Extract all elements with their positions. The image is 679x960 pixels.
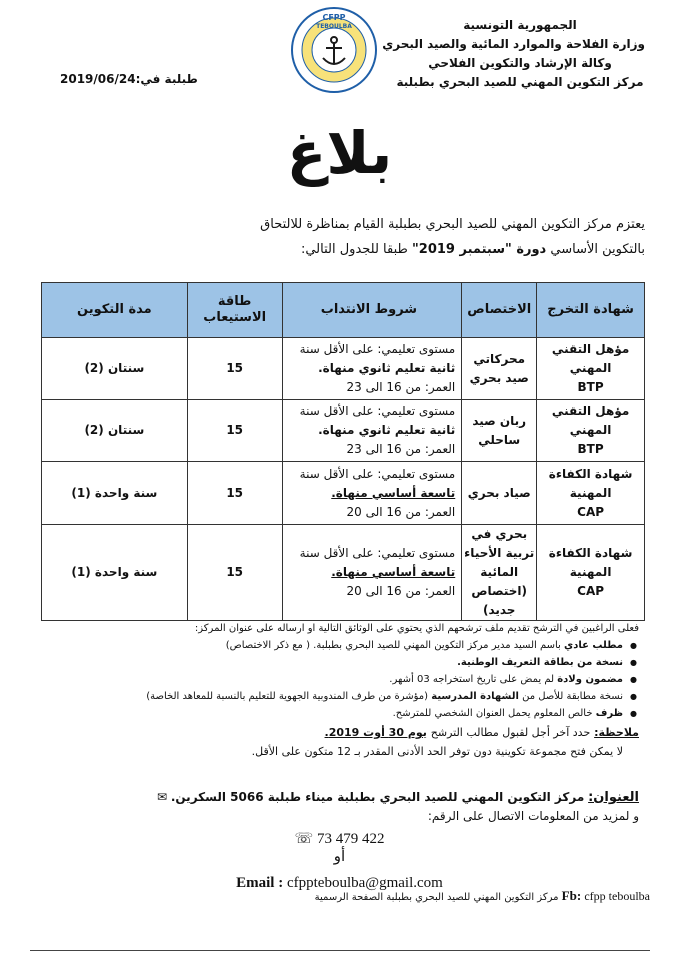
cell-duration: سنة واحدة (1) (42, 525, 188, 621)
facebook-description: مركز التكوين المهني للصيد البحري بطبلبة الصفحة الرسمية (314, 892, 559, 903)
cell-specialty: صياد بحري (462, 462, 537, 525)
footer-divider (30, 950, 650, 951)
col-header-specialty: الاختصاص (462, 283, 537, 338)
institution-header (382, 16, 645, 92)
cell-specialty: محركاتي صيد بحري (462, 338, 537, 400)
cell-capacity: 15 (187, 525, 282, 621)
cell-conditions: مستوى تعليمي: على الأقل سنة تاسعة أساسي منهاة. العمر: من 16 الى 20 (282, 525, 462, 621)
table-row (42, 338, 645, 400)
cell-capacity: 15 (187, 400, 282, 462)
header-line: الجمهورية التونسية (463, 18, 577, 32)
table-row (42, 462, 645, 525)
note-label: ملاحظة: (594, 726, 639, 739)
address-text: مركز التكوين المهني للصيد البحري بطبلبة ميناء طبلبة 5066 السكرين. (170, 790, 585, 804)
table-row (42, 400, 645, 462)
email-line: Email : cfppteboulba@gmail.com (236, 875, 443, 891)
document-item: ● ظرف خالص المعلوم يحمل العنوان الشخصي للمترشح. (59, 705, 639, 722)
col-header-duration: مدة التكوين (42, 283, 188, 338)
document-item: ● مطلب عادي باسم السيد مدير مركز التكوين المهني للصيد البحري بطبلبة. ( مع ذكر الاختصاص) (59, 637, 639, 654)
deadline-date: يوم 30 أوت 2019. (324, 726, 427, 739)
cell-duration: سنتان (2) (42, 338, 188, 400)
more-info-text: و لمزيد من المعلومات الاتصال على الرقم: (427, 809, 639, 823)
header-line: وكالة الإرشاد والتكوين الفلاحي (428, 56, 612, 70)
cfpp-logo (290, 6, 378, 94)
cell-specialty: ربان صيد ساحلي (462, 400, 537, 462)
header-line: مركز التكوين المهني للصيد البحري بطبلبة (396, 75, 644, 89)
cell-certificate: مؤهل التقني المهني BTP (537, 400, 645, 462)
notice-title: بلاغ (286, 119, 393, 187)
minimum-note: لا يمكن فتح مجموعة تكوينية دون توفر الحد الأدنى المقدر بـ 12 متكون على الأقل. (251, 745, 623, 758)
intro-line-1: يعتزم مركز التكوين المهني للصيد البحري بطبلبة القيام بمناظرة للالتحاق (260, 217, 645, 232)
contact-block (0, 830, 679, 892)
document-item: ● نسخة من بطاقة التعريف الوطنية. (59, 654, 639, 671)
email-link[interactable]: cfppteboulba@gmail.com (286, 875, 443, 891)
cell-conditions: مستوى تعليمي: على الأقل سنة ثانية تعليم ثانوي منهاة. العمر: من 16 الى 23 (282, 400, 462, 462)
envelope-icon: ✉ (156, 790, 167, 804)
col-header-certificate: شهادة التخرج (537, 283, 645, 338)
svg-text:TEBOULBA: TEBOULBA (316, 23, 352, 30)
address-block (39, 788, 639, 825)
document-date: طبلبة في:2019/06/24 (60, 72, 198, 86)
required-documents (59, 620, 639, 760)
address-label: العنوان: (588, 790, 639, 805)
header-line: وزارة الفلاحة والموارد المائية والصيد البحري (382, 37, 645, 51)
cell-capacity: 15 (187, 462, 282, 525)
col-header-conditions: شروط الانتداب (282, 283, 462, 338)
facebook-line: Fb: cfpp teboulba مركز التكوين المهني للصيد البحري بطبلبة الصفحة الرسمية (314, 888, 650, 903)
cell-duration: سنتان (2) (42, 400, 188, 462)
session-name: دورة "سبتمبر 2019" (412, 242, 547, 257)
facebook-handle[interactable]: cfpp teboulba (584, 889, 650, 903)
cell-certificate: مؤهل التقني المهني BTP (537, 338, 645, 400)
phone-number: 73 479 422 (317, 831, 385, 847)
col-header-capacity: طاقة الاستيعاب (187, 283, 282, 338)
phone-line (0, 830, 679, 848)
table-header-row (42, 283, 645, 338)
cell-conditions: مستوى تعليمي: على الأقل سنة ثانية تعليم ثانوي منهاة. العمر: من 16 الى 23 (282, 338, 462, 400)
cell-conditions: مستوى تعليمي: على الأقل سنة تاسعة أساسي منهاة. العمر: من 16 الى 20 (282, 462, 462, 525)
cell-duration: سنة واحدة (1) (42, 462, 188, 525)
documents-intro: فعلى الراغبين في الترشح تقديم ملف ترشحهم الذي يحتوي على الوثائق التالية او ارساله على عنوان المركز: (194, 623, 639, 634)
phone-icon: ☏ (294, 831, 314, 847)
intro-paragraph (25, 212, 645, 262)
document-item: ● مضمون ولادة لم يمض على تاريخ استخراجه 03 أشهر. (59, 671, 639, 688)
deadline-note: ملاحظة: حدد آخر أجل لقبول مطالب الترشح يوم 30 أوت 2019. (324, 726, 639, 739)
cell-certificate: شهادة الكفاءة المهنية CAP (537, 525, 645, 621)
cell-capacity: 15 (187, 338, 282, 400)
document-item: ● نسخة مطابقة للأصل من الشهادة المدرسية (مؤشرة من طرف المندوبية الجهوية للتعليم بالنسبة للمعاهد الخاصة) (59, 688, 639, 705)
svg-text:CFPP: CFPP (322, 13, 346, 22)
table-row (42, 525, 645, 621)
cell-certificate: شهادة الكفاءة المهنية CAP (537, 462, 645, 525)
programs-table (41, 282, 645, 621)
cell-specialty: بحري في تربية الأحياء المائية (اختصاص جديد) (462, 525, 537, 621)
intro-line-2: بالتكوين الأساسي دورة "سبتمبر 2019" طبقا للجدول التالي: (300, 242, 645, 257)
or-text: أو (333, 849, 346, 865)
